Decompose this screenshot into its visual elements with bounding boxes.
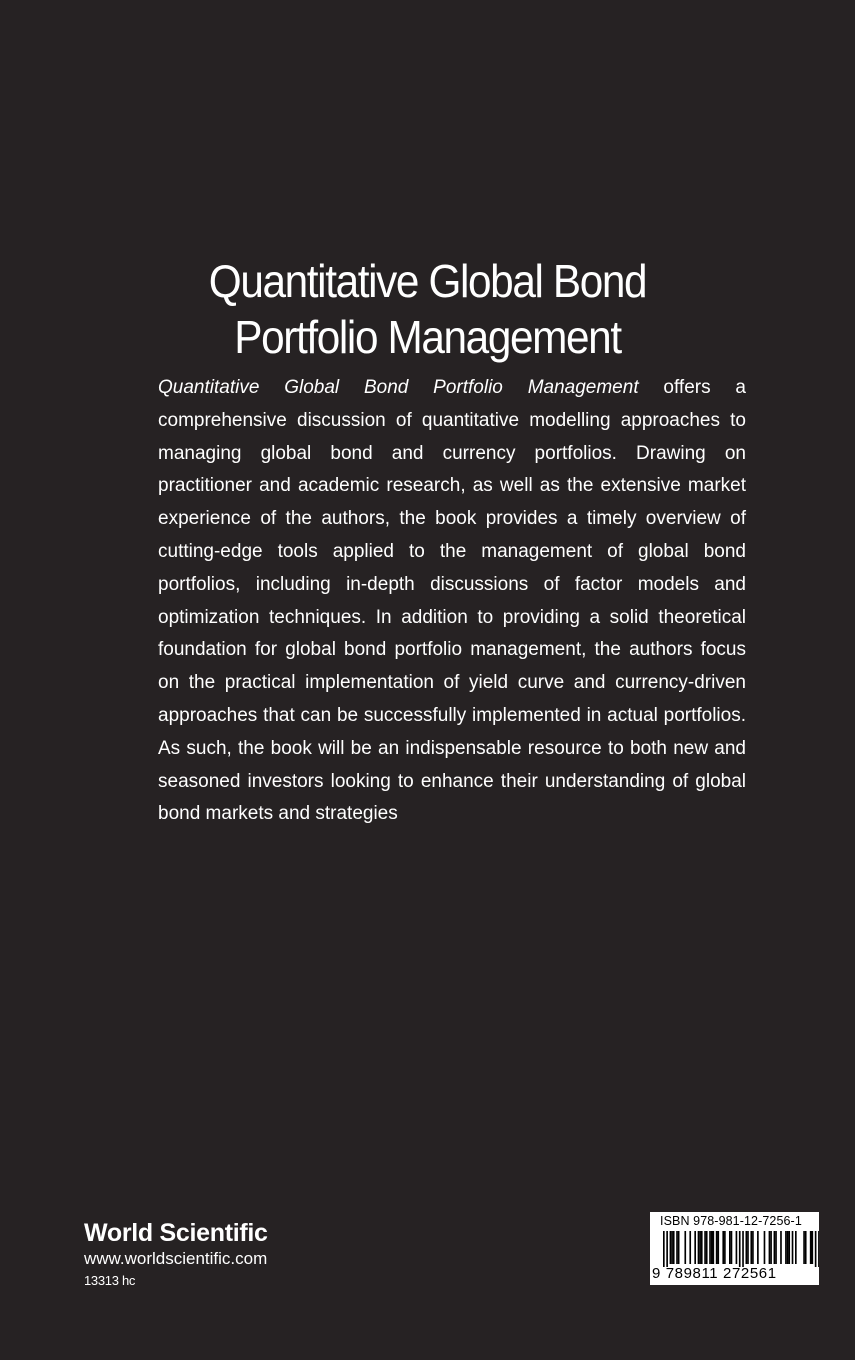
barcode-bar (812, 1231, 814, 1264)
barcode-bar (711, 1231, 713, 1264)
barcode-bar (815, 1231, 817, 1267)
barcode-bar (750, 1231, 752, 1264)
barcode-bar (724, 1231, 726, 1264)
isbn-label: ISBN 978-981-12-7256-1 (660, 1214, 802, 1228)
barcode-bar (699, 1231, 701, 1264)
barcode-bar (706, 1231, 708, 1264)
publisher-url: www.worldscientific.com (84, 1249, 268, 1268)
barcode-bar (746, 1231, 748, 1264)
barcode-bar (757, 1231, 759, 1264)
barcode-bar (701, 1231, 703, 1264)
barcode-bar (747, 1231, 749, 1264)
barcode-bar (694, 1231, 696, 1264)
barcode-bar (671, 1231, 673, 1264)
barcode-bar (673, 1231, 675, 1264)
barcode-bar (713, 1231, 715, 1264)
barcode-bar (676, 1231, 678, 1264)
barcode-bar (818, 1231, 819, 1267)
book-description-title: Quantitative Global Bond Portfolio Management (158, 377, 639, 398)
barcode-bar (792, 1231, 794, 1264)
barcode-bar (689, 1231, 691, 1264)
barcode-bar (704, 1231, 706, 1264)
barcode-bar (666, 1231, 668, 1267)
barcode-bar (780, 1231, 782, 1264)
barcode-bar (739, 1231, 741, 1267)
barcode-bar (709, 1231, 711, 1264)
book-title-line-1: Quantitative Global Bond (208, 254, 647, 307)
barcode-bar (810, 1231, 812, 1264)
barcode-digits: 9 789811 272561 (652, 1265, 777, 1282)
book-title-line-2: Portfolio Management (234, 310, 621, 363)
barcode-bars-icon (650, 1231, 819, 1267)
book-description (158, 372, 746, 831)
barcode-bar (717, 1231, 719, 1264)
barcode-bar (752, 1231, 754, 1264)
barcode-bar (684, 1231, 686, 1264)
barcode-bar (803, 1231, 805, 1264)
barcode-bar (775, 1231, 777, 1264)
barcode-bar (787, 1231, 789, 1264)
barcode-bar (678, 1231, 680, 1264)
publisher-code: 13313 hc (84, 1273, 136, 1288)
barcode-bar (805, 1231, 807, 1264)
barcode-bar (769, 1231, 771, 1264)
barcode-bar (729, 1231, 731, 1264)
publisher-name: World Scientific (84, 1219, 268, 1247)
barcode-bar (785, 1231, 787, 1264)
barcode-bar (764, 1231, 766, 1264)
barcode-bar (670, 1231, 672, 1264)
book-title (34, 253, 821, 365)
barcode-bar (742, 1231, 744, 1267)
publisher-block (84, 1218, 268, 1292)
barcode-bar (716, 1231, 718, 1264)
isbn-barcode (650, 1212, 819, 1285)
barcode-bar (736, 1231, 738, 1264)
barcode-bar (698, 1231, 700, 1264)
barcode-bar (788, 1231, 790, 1264)
book-description-text: offers a comprehensive discussion of quantitative modelling approaches to managing global bond and currency portfolios. Drawing on practitioner and academic research, as well as the extensive market experience of the authors, the book provides a timely overview of cutting-edge tools applied to the management of global bond portfolios, including in-depth discussions of factor models and optimization techniques. In addition to providing a solid theoretical foundation for global bond portfolio management, the authors focus on the practical implementation of yield curve and currency-driven approaches that can be successfully implemented in actual portfolios. As such, the book will be an indispensable resource to both new and seasoned investors looking to enhance their understanding of global bond markets and strategies (158, 377, 746, 825)
barcode-bar (722, 1231, 724, 1264)
barcode-bar (795, 1231, 797, 1264)
barcode-bar (774, 1231, 776, 1264)
barcode-bar (663, 1231, 665, 1267)
barcode-bar (731, 1231, 733, 1264)
barcode-bar (770, 1231, 772, 1264)
